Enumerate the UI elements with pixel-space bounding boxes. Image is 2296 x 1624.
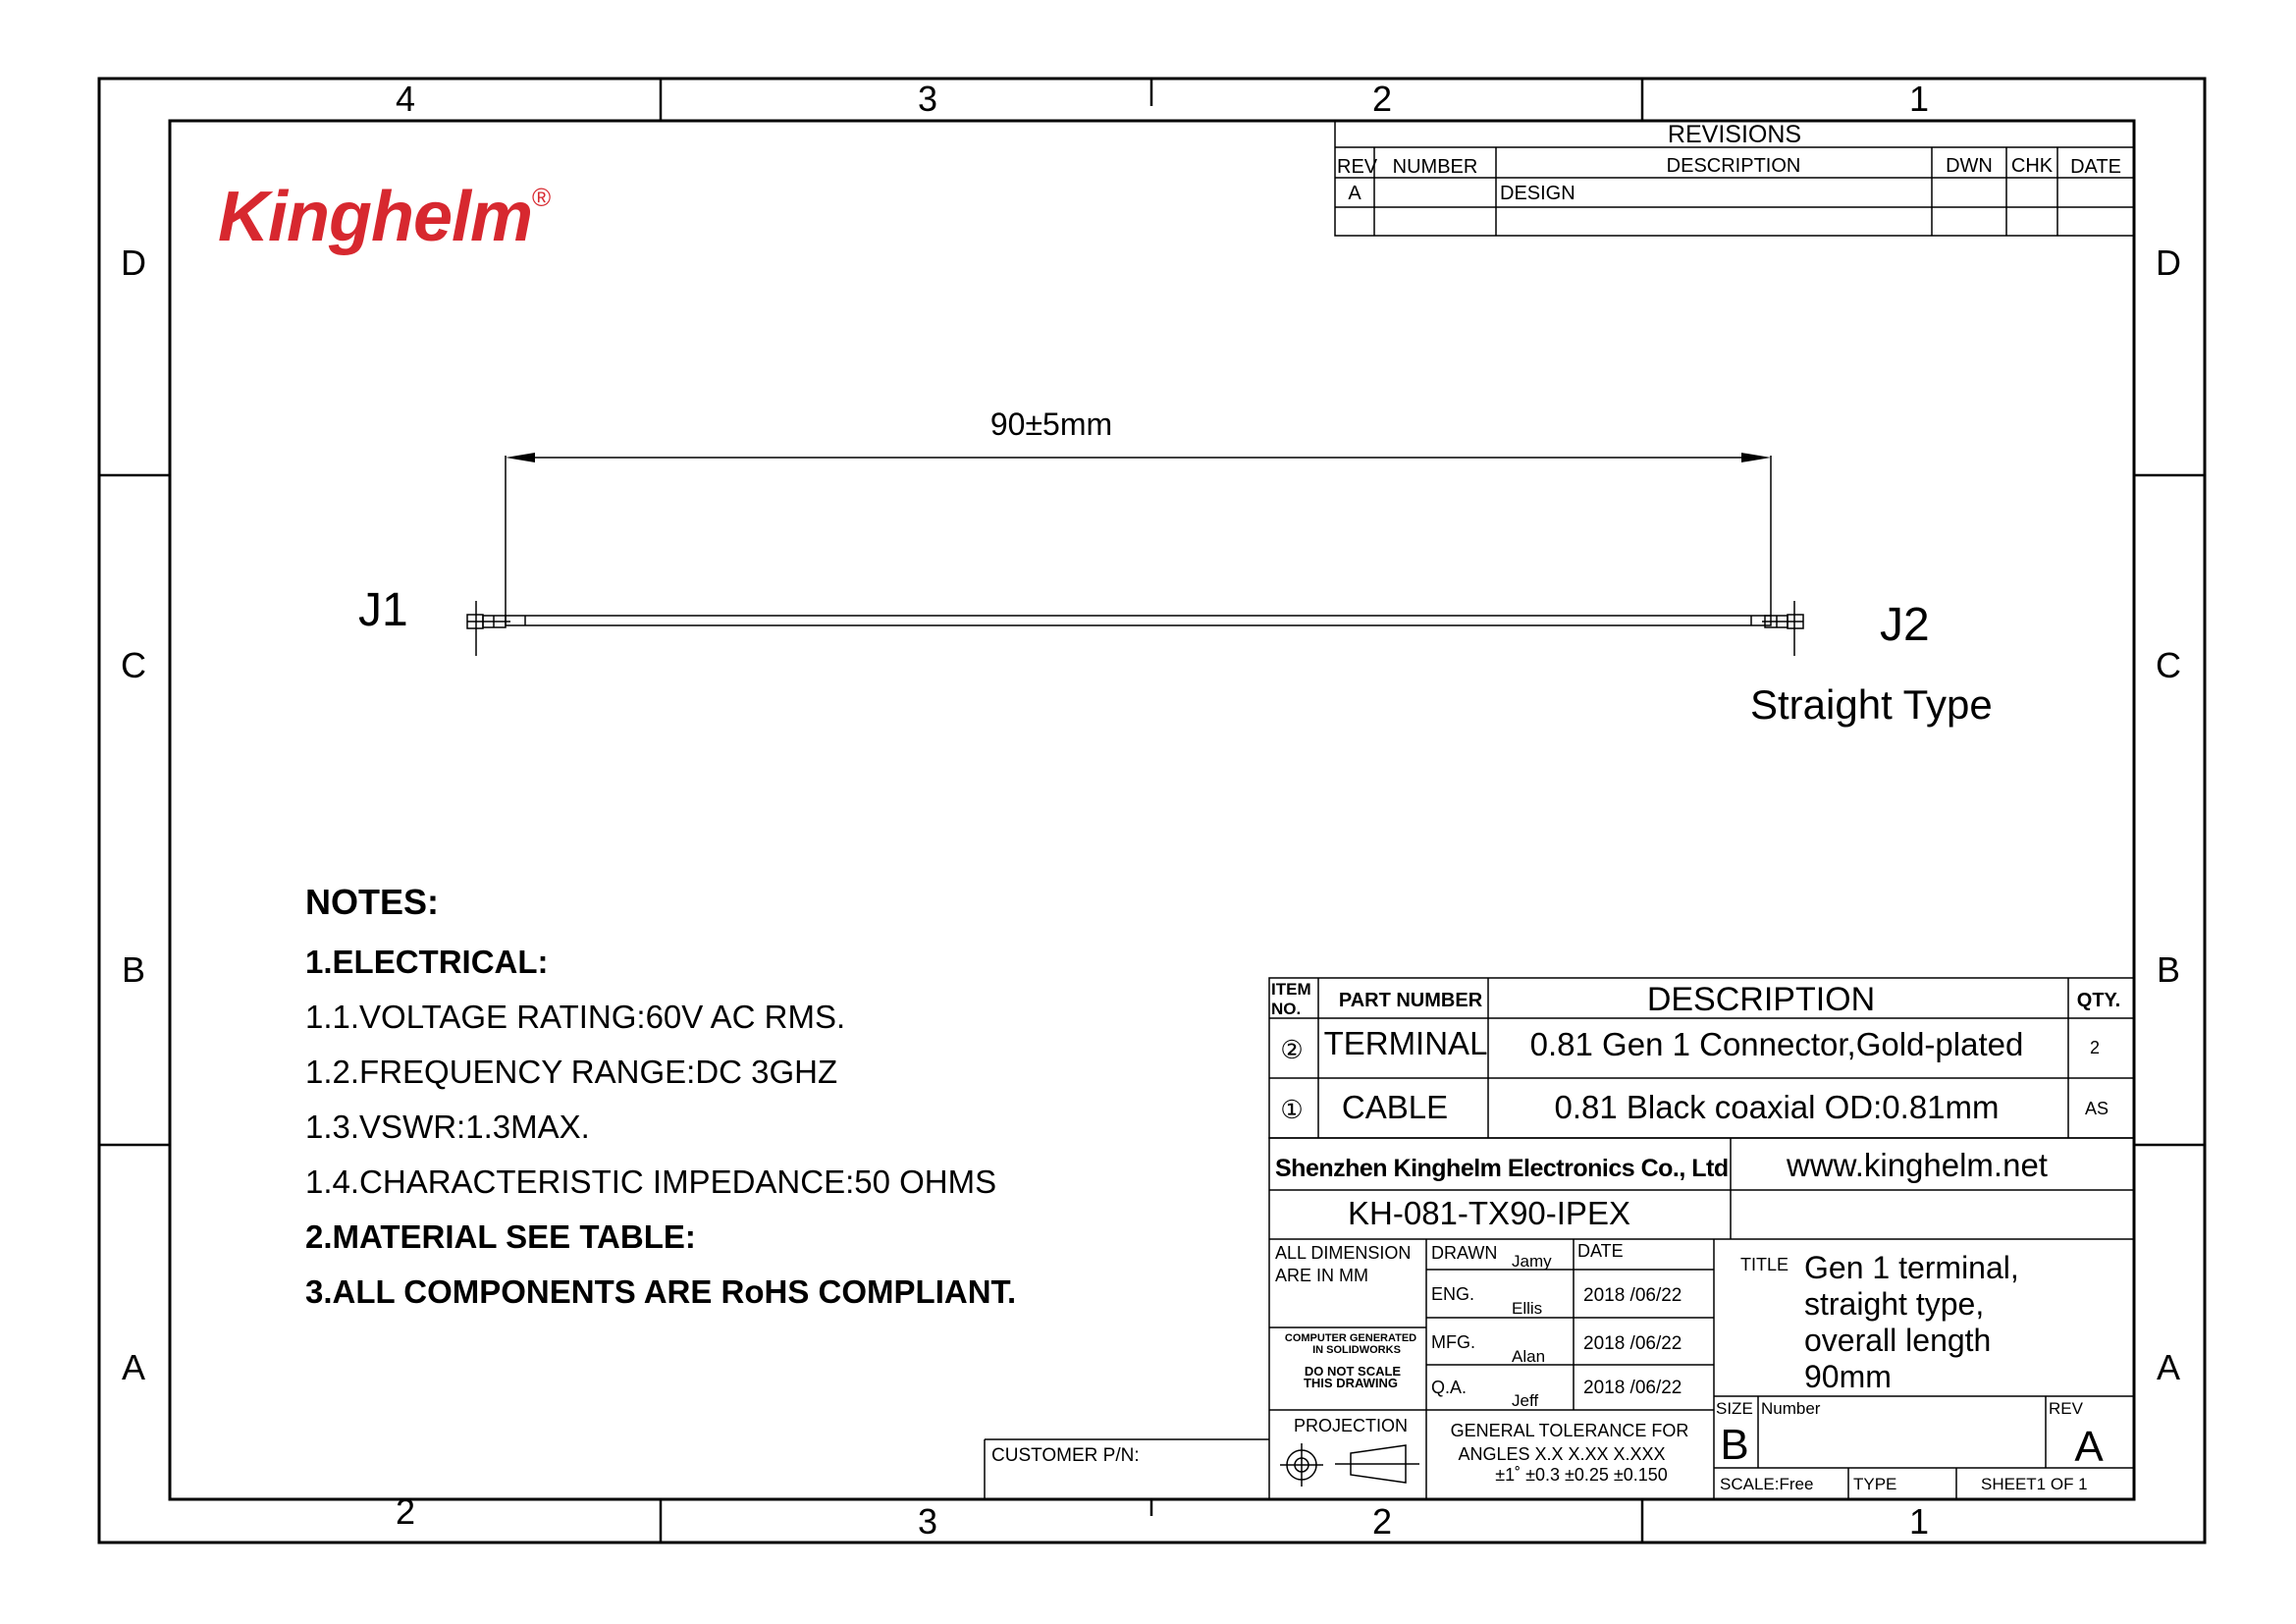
zone-row-right-a: A [2156, 1347, 2181, 1387]
qa-date: 2018 /06/22 [1583, 1378, 1682, 1398]
rev-header-number: NUMBER [1392, 156, 1478, 178]
title-line-4: 90mm [1804, 1359, 1892, 1394]
zone-col-top-3: 2 [1371, 79, 1393, 119]
zone-col-bottom-2: 3 [917, 1501, 938, 1542]
zone-col-top-1: 4 [395, 79, 416, 119]
bom-row2-item: ① [1280, 1095, 1304, 1124]
zone-col-top-4: 1 [1908, 79, 1930, 119]
mfg-date: 2018 /06/22 [1583, 1333, 1682, 1354]
all-dim-line1: ALL DIMENSION [1275, 1243, 1412, 1263]
note-line-2: 1.1.VOLTAGE RATING:60V AC RMS. [305, 999, 846, 1035]
drawn-label: DRAWN [1431, 1243, 1498, 1263]
do-not-scale-2: THIS DRAWING [1303, 1376, 1399, 1390]
bom-row1-item: ② [1280, 1035, 1304, 1064]
note-line-1: 1.ELECTRICAL: [305, 944, 549, 980]
bom-header-item-1: ITEM [1271, 980, 1311, 999]
zone-col-bottom-4: 1 [1908, 1501, 1930, 1542]
cable-drawing [358, 406, 1993, 728]
qa-label: Q.A. [1431, 1378, 1468, 1397]
mfg-name: Alan [1512, 1347, 1546, 1366]
rev-header-date: DATE [2070, 156, 2121, 178]
registered-mark: ® [532, 183, 551, 212]
title-line-2: straight type, [1804, 1286, 1985, 1322]
bom-row2-qty: AS [2084, 1099, 2109, 1118]
all-dim-line2: ARE IN MM [1275, 1266, 1369, 1285]
eng-label: ENG. [1431, 1284, 1475, 1304]
rev-label: REV [2049, 1399, 2083, 1418]
title-line-3: overall length [1804, 1323, 1992, 1358]
bom-row1-description: 0.81 Gen 1 Connector,Gold-plated [1529, 1026, 2024, 1062]
sheet-label: SHEET1 OF 1 [1981, 1475, 2088, 1493]
date-label: DATE [1577, 1241, 1624, 1261]
cable-body [506, 616, 1771, 625]
notes-heading: NOTES: [305, 882, 440, 922]
title-label: TITLE [1740, 1255, 1789, 1274]
number-label: Number [1761, 1399, 1821, 1418]
zone-row-right-b: B [2156, 949, 2181, 990]
zone-col-bottom-3: 2 [1371, 1501, 1393, 1542]
do-not-scale-1: DO NOT SCALE [1304, 1364, 1402, 1379]
size-label: SIZE [1716, 1399, 1753, 1418]
title-line-1: Gen 1 terminal, [1804, 1250, 2019, 1285]
zone-row-left-b: B [121, 949, 146, 990]
zone-col-top-2: 3 [917, 79, 938, 119]
j1-label: J1 [358, 584, 408, 636]
zone-row-left-c: C [121, 645, 146, 685]
zone-row-right-d: D [2156, 243, 2181, 283]
computer-generated-1: COMPUTER GENERATED [1284, 1332, 1417, 1344]
bom-header-part: PART NUMBER [1338, 990, 1483, 1011]
rev-row-rev: A [1348, 183, 1362, 204]
j2-connector [1762, 601, 1803, 656]
bom-header-description: DESCRIPTION [1646, 981, 1876, 1018]
tolerance-line3: ±1˚ ±0.3 ±0.25 ±0.150 [1495, 1465, 1668, 1485]
kinghelm-logo [218, 177, 550, 257]
zone-row-left-d: D [121, 243, 146, 283]
customer-pn-label: CUSTOMER P/N: [991, 1445, 1140, 1466]
note-line-5: 1.4.CHARACTERISTIC IMPEDANCE:50 OHMS [305, 1164, 997, 1200]
bom-row1-part: TERMINAL [1323, 1025, 1488, 1061]
company-name: Shenzhen Kinghelm Electronics Co., Ltd [1275, 1155, 1729, 1182]
rev-header-rev: REV [1337, 156, 1378, 178]
title-block [1269, 1138, 2134, 1499]
bom-row2-description: 0.81 Black coaxial OD:0.81mm [1554, 1089, 2000, 1125]
note-line-3: 1.2.FREQUENCY RANGE:DC 3GHZ [305, 1054, 838, 1090]
note-line-7: 3.ALL COMPONENTS ARE RoHS COMPLIANT. [305, 1273, 1017, 1310]
bom-row1-qty: 2 [2089, 1038, 2101, 1057]
bom-header-qty: QTY. [2076, 990, 2121, 1011]
dimension-label: 90±5mm [989, 406, 1113, 442]
rev-header-description: DESCRIPTION [1666, 155, 1801, 177]
drawing-number: KH-081-TX90-IPEX [1348, 1195, 1630, 1231]
type-label: TYPE [1853, 1475, 1897, 1493]
zone-row-left-a: A [121, 1347, 146, 1387]
dimension-arrow-right [1741, 453, 1771, 462]
note-line-4: 1.3.VSWR:1.3MAX. [305, 1109, 590, 1145]
eng-date: 2018 /06/22 [1583, 1285, 1682, 1306]
tolerance-line2: ANGLES X.X X.XX X.XXX [1458, 1444, 1666, 1464]
zone-row-right-c: C [2156, 645, 2181, 685]
rev-header-dwn: DWN [1946, 155, 1993, 177]
rev-value: A [2074, 1423, 2104, 1471]
logo-text: Kinghelm [218, 178, 533, 256]
bom-row2-part: CABLE [1341, 1089, 1449, 1125]
scale-label: SCALE:Free [1720, 1475, 1814, 1493]
zone-col-bottom-1: 2 [395, 1491, 416, 1532]
eng-name: Ellis [1512, 1299, 1543, 1318]
computer-generated-2: IN SOLIDWORKS [1312, 1344, 1401, 1356]
website: www.kinghelm.net [1787, 1147, 2048, 1183]
j2-label: J2 [1880, 599, 1930, 651]
customer-pn-box [985, 1439, 1269, 1499]
bom-table [1269, 978, 2134, 1138]
rev-header-chk: CHK [2010, 155, 2054, 177]
projection-label: PROJECTION [1293, 1416, 1409, 1435]
note-line-6: 2.MATERIAL SEE TABLE: [305, 1218, 696, 1255]
qa-name: Jeff [1512, 1391, 1539, 1410]
dimension-arrow-left [506, 453, 535, 462]
rev-row-description: DESIGN [1500, 183, 1575, 204]
j1-connector [467, 601, 510, 656]
mfg-label: MFG. [1431, 1332, 1475, 1352]
drawn-name: Jamy [1512, 1252, 1552, 1271]
tolerance-line1: GENERAL TOLERANCE FOR [1450, 1421, 1689, 1440]
revisions-table [1335, 121, 2134, 236]
straight-type-label: Straight Type [1750, 681, 1993, 728]
size-value: B [1720, 1421, 1749, 1469]
revisions-title: REVISIONS [1667, 121, 1802, 148]
bom-header-item-2: NO. [1271, 1000, 1302, 1018]
projection-symbol-icon [1280, 1443, 1419, 1487]
